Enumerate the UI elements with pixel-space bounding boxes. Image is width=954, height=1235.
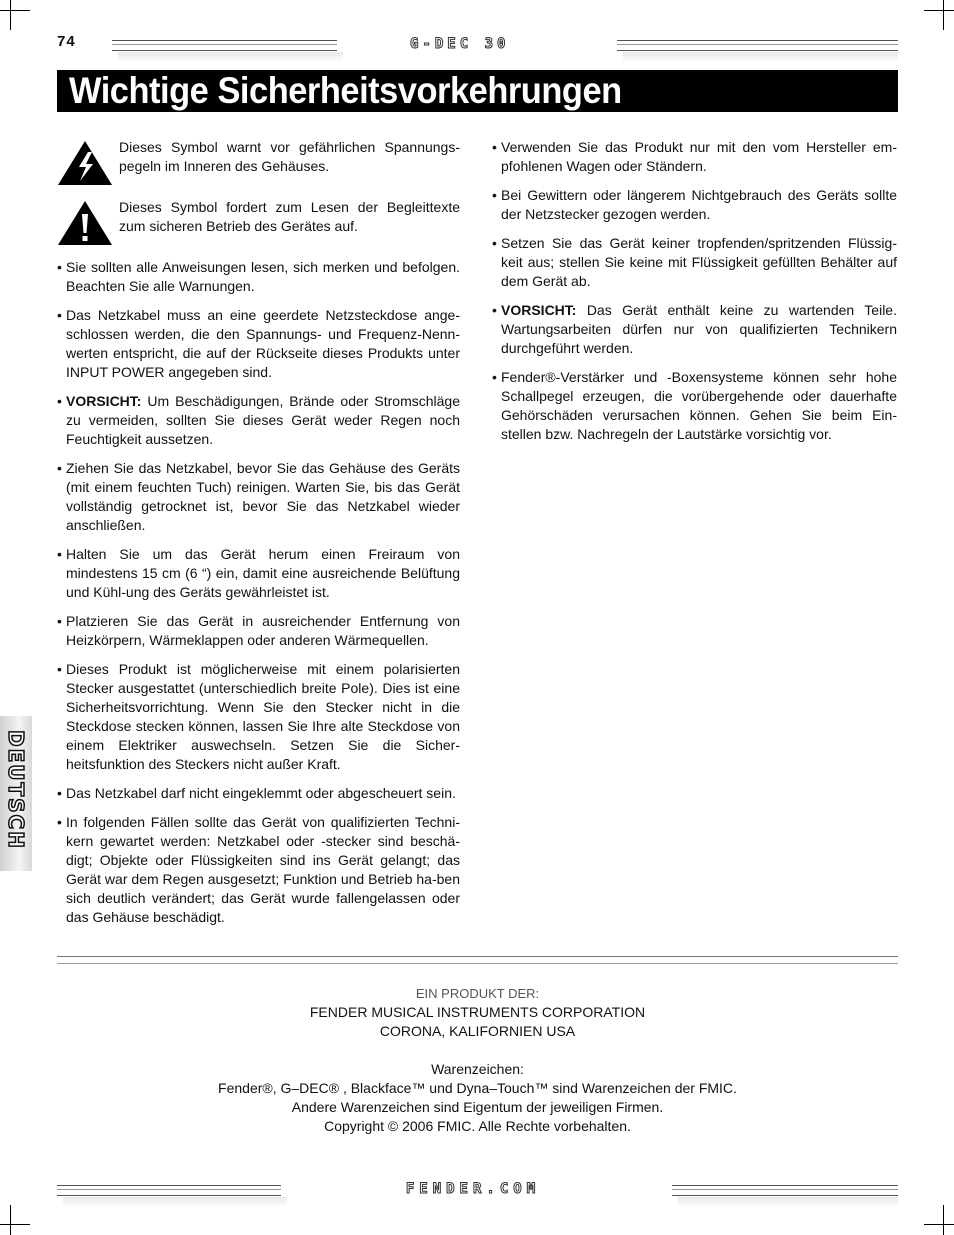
footer-rule-shadow — [678, 1197, 898, 1207]
footer-label: EIN PRODUKT DER: — [415, 986, 540, 1001]
language-tab-label: DEUTSCH — [4, 730, 28, 850]
list-item: • Sie sollten alle Anweisungen lesen, sich merken und befolgen. Beachten Sie alle Warnungen. — [57, 259, 460, 294]
crop-mark — [0, 1224, 30, 1225]
page-title-bar — [57, 70, 898, 112]
copyright: Copyright © 2006 FMIC. Alle Rechte vorbehalten. — [324, 1118, 631, 1134]
trademarks-heading: Warenzeichen: — [431, 1061, 524, 1077]
list-item: • Platzieren Sie das Gerät in ausreichender Entfernung von Heizkörpern, Wärmeklappen oder anderen Wärmequellen. — [57, 613, 460, 648]
crop-mark — [943, 0, 944, 30]
symbol-description: Dieses Symbol warnt vor gefährlichen Spannungs-pegeln im Inneren des Gehäuses. — [119, 139, 460, 174]
right-column — [492, 138, 897, 454]
crop-mark — [924, 10, 954, 11]
crop-mark — [10, 1205, 11, 1235]
header-rule-shadow — [118, 52, 343, 62]
footer-info — [57, 984, 898, 1136]
list-item: • VORSICHT: Das Gerät enthält keine zu wartenden Teile. Wartungsarbeiten dürfen nur von qualifizierten Technikern durchgeführt werden. — [492, 302, 897, 356]
left-column — [57, 138, 460, 937]
language-tab — [0, 716, 32, 871]
website-logo: FENDER.COM — [405, 1181, 541, 1197]
header-rule-right — [617, 40, 898, 51]
exclamation-warning-icon — [57, 200, 113, 246]
page-number: 74 — [57, 33, 76, 50]
company-name: FENDER MUSICAL INSTRUMENTS CORPORATION — [309, 1004, 646, 1020]
list-item: • VORSICHT: Um Beschädigungen, Brände oder Stromschläge zu vermeiden, sollten Sie dieses Gerät weder Regen noch Feuchtigkeit aussetzen. — [57, 393, 460, 447]
header-rule-shadow — [623, 52, 898, 62]
footer-rule-right — [672, 1185, 898, 1196]
list-item: • Dieses Produkt ist möglicherweise mit einem polarisierten Stecker ausgestattet (unterschiedlich breite Pole). Dies ist eine Sicherheitsvorrichtung. Wenn Sie den Stecker nicht in die Steckdose stecken können, lassen Sie Ihre alte Steckdose von einem Elektriker auswechseln. Setzen Sie die Sicher-heitsfunktion des Steckers nicht außer Kraft. — [57, 661, 460, 772]
trademarks-line: Andere Warenzeichen sind Eigentum der jeweiligen Firmen. — [291, 1099, 664, 1115]
crop-mark — [943, 1205, 944, 1235]
header-rule-left — [112, 40, 337, 51]
crop-mark — [10, 0, 11, 30]
footer-rule-left — [57, 1185, 281, 1196]
footer-rule-shadow — [63, 1197, 287, 1207]
symbol-row-lightning — [57, 138, 460, 188]
lightning-warning-icon — [57, 140, 113, 186]
list-item: • Setzen Sie das Gerät keiner tropfenden/spritzenden Flüssig-keit aus; stellen Sie keine mit Flüssigkeit gefüllten Behälter auf dem Gerät ab. — [492, 235, 897, 289]
list-item: • Das Netzkabel muss an eine geerdete Netzsteckdose ange-schlossen werden, die den Spannungs- und Frequenz-Nenn-werten entspricht, die auf der Rückseite dieses Produkts unter INPUT POWER angegeben sind. — [57, 307, 460, 380]
product-logo: G-DEC 30 — [410, 36, 510, 52]
list-item: • Das Netzkabel darf nicht eingeklemmt oder abgescheuert sein. — [57, 785, 456, 801]
crop-mark — [924, 1224, 954, 1225]
list-item: • Verwenden Sie das Produkt nur mit den vom Hersteller em-pfohlenen Wagen oder Ständern. — [492, 139, 897, 174]
company-location: CORONA, KALIFORNIEN USA — [379, 1023, 576, 1039]
footer-divider — [57, 956, 898, 964]
list-item: • In folgenden Fällen sollte das Gerät von qualifizierten Techni-kern gewartet werden: Netzkabel oder -stecker sind beschä-digt; Objekte oder Flüssigkeiten sind ins Gerät gelangt; das Gerät war dem Regen ausgesetzt; Funktion und Betrieb ha-ben sich deutlich verändert; das Gerät wurde fallengelassen oder das Gehäuse beschädigt. — [57, 814, 460, 925]
list-item: • Fender®-Verstärker und -Boxensysteme können sehr hohe Schallpegel erzeugen, die vorübergehende oder dauerhafte Gehörschäden verursachen können. Gehen Sie beim Ein-stellen bzw. Nachregeln der Lautstärke vorsichtig vor. — [492, 369, 897, 442]
crop-mark — [0, 10, 30, 11]
symbol-row-exclamation — [57, 198, 460, 248]
list-item: • Halten Sie um das Gerät herum einen Freiraum von mindestens 15 cm (6 “) ein, damit eine ausreichende Belüftung und Kühl-ung des Geräts gewährleistet ist. — [57, 546, 460, 600]
symbol-description: Dieses Symbol fordert zum Lesen der Begleittexte zum sicheren Betrieb des Gerätes auf. — [119, 199, 460, 234]
list-item: • Bei Gewittern oder längerem Nichtgebrauch des Geräts sollte der Netzstecker gezogen werden. — [492, 187, 897, 222]
page-title: Wichtige Sicherheitsvorkehrungen — [69, 70, 622, 111]
list-item: • Ziehen Sie das Netzkabel, bevor Sie das Gehäuse des Geräts (mit einem feuchten Tuch) reinigen. Warten Sie, bis das Gerät vollständig getrocknet ist, bevor Sie das Netzkabel wieder anschließen. — [57, 460, 460, 533]
trademarks-line: Fender®, G–DEC® , Blackface™ und Dyna–Touch™ sind Warenzeichen der FMIC. — [218, 1080, 737, 1096]
